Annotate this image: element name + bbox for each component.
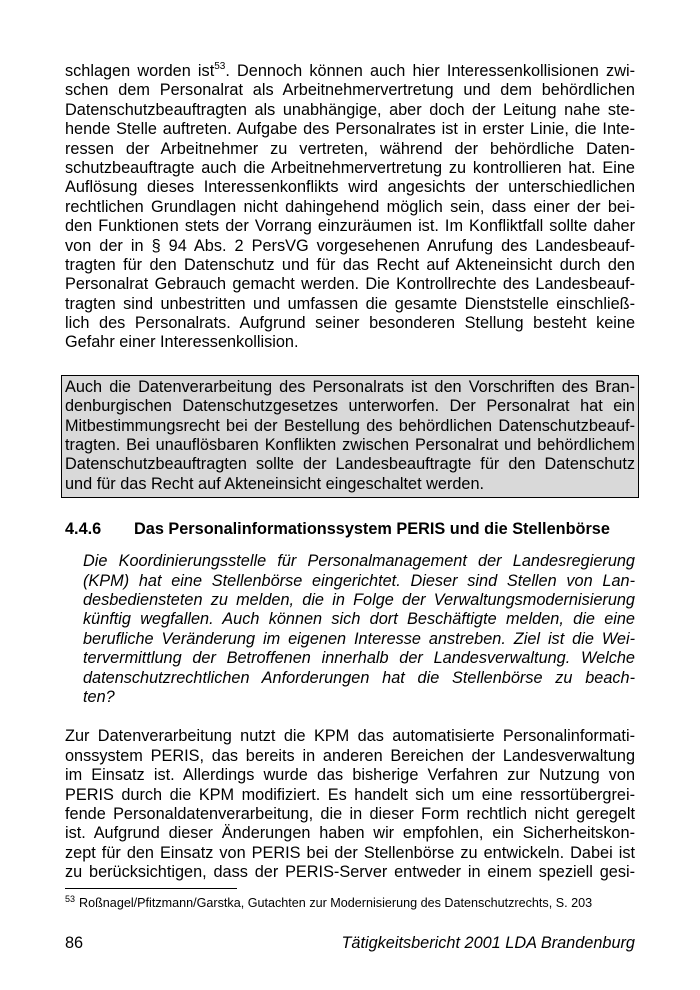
paragraph-lines <box>65 81 635 352</box>
text-line: Zur Datenverarbeitung nutzt die KPM das automatisierte Personalinformati- <box>65 727 635 746</box>
text-line: rechtlichen Grundlagen nicht dahingehend möglich sein, dass einer der bei- <box>65 197 635 216</box>
text-fragment: schlagen worden ist <box>65 62 215 80</box>
text-line: Personalrat Gebrauch gemacht werden. Die Kontrollrechte des Landesbeauf- <box>65 275 635 294</box>
text-line: PERIS durch die KPM modifiziert. Es handelt sich um eine ressortübergrei- <box>65 785 635 804</box>
highlight-box-lines <box>65 378 635 494</box>
footnote-text: Roßnagel/Pfitzmann/Garstka, Gutachten zur Modernisierung des Datenschutzrechts, S. 203 <box>79 896 593 910</box>
page-body <box>65 62 635 882</box>
text-line: Gefahr einer Interessenkollision. <box>65 333 299 352</box>
section-title: Das Personalinformationssystem PERIS und die Stellenbörse <box>134 520 610 539</box>
text-line: von der in § 94 Abs. 2 PersVG vorgesehenen Anrufung des Landesbeauf- <box>65 236 635 255</box>
text-line: Datenschutzbeauftragten sollte der Landesbeauftragte für den Datenschutz <box>65 455 635 474</box>
paragraph-line <box>65 62 635 81</box>
text-line: lich des Personalrats. Aufgrund seiner besonderen Stellung besteht keine <box>65 314 635 333</box>
text-line: tervermittlung der Betroffenen innerhalb der Landesverwaltung. Welche <box>83 649 635 668</box>
text-line: Auch die Datenverarbeitung des Personalrats ist den Vorschriften des Bran- <box>65 377 635 396</box>
text-line: Die Koordinierungsstelle für Personalmanagement der Landesregierung <box>83 552 635 571</box>
text-fragment: . Dennoch können auch hier Interessenkollisionen zwi- <box>225 62 635 80</box>
running-title: Tätigkeitsbericht 2001 LDA Brandenburg <box>341 934 635 952</box>
text-line: fende Personaldatenverarbeitung, die in dieser Form rechtlich nicht geregelt <box>65 804 635 823</box>
text-line: zu berücksichtigen, dass der PERIS-Server entweder in einem speziell gesi- <box>65 863 635 882</box>
text-line: den Funktionen stets der Vorrang einzuräumen ist. Im Konfliktfall sollte daher <box>65 217 635 236</box>
text-line: (KPM) hat eine Stellenbörse eingerichtet. Dieser sind Stellen von Lan- <box>83 571 635 590</box>
footnote-reference[interactable]: 53 <box>214 61 226 72</box>
text-line: tragten sind unbestritten und umfassen die gesamte Dienststelle einschließ- <box>65 294 635 313</box>
text-line: schen dem Personalrat als Arbeitnehmervertretung und dem behördlichen <box>65 81 635 100</box>
section-number: 4.4.6 <box>65 520 102 539</box>
text-line: tragten für den Datenschutz und für das Recht auf Akteneinsicht durch den <box>65 255 635 274</box>
footnote-divider <box>65 888 237 889</box>
text-line: berufliche Veränderung im eigenen Interesse anstreben. Ziel ist die Wei- <box>83 629 635 648</box>
text-line: zept für den Einsatz von PERIS bei der Stellenbörse zu entwickeln. Dabei ist <box>65 843 635 862</box>
highlight-box <box>61 375 639 498</box>
text-line: onssystem PERIS, das bereits in anderen Bereichen der Landesverwaltung <box>65 746 635 765</box>
text-line: im Einsatz ist. Allerdings wurde das bisherige Verfahren zur Nutzung von <box>65 766 635 785</box>
text-line: denburgischen Datenschutzgesetzes unterworfen. Der Personalrat hat ein <box>65 397 635 416</box>
footnote-number: 53 <box>65 894 76 904</box>
page-number: 86 <box>65 934 84 952</box>
text-line: künftig wegfallen. Auch können sich dort Beschäftigte melden, die eine <box>83 610 635 629</box>
text-line: ist. Aufgrund dieser Änderungen haben wir empfohlen, ein Sicherheitskon- <box>65 824 635 843</box>
footnote <box>65 894 592 910</box>
text-line: ressen der Arbeitnehmer zu vertreten, während der behördliche Daten- <box>65 139 635 158</box>
text-line: schutzbeauftragte auch die Arbeitnehmervertretung zu kontrollieren hat. Eine <box>65 158 635 177</box>
text-line: und für das Recht auf Akteneinsicht eingeschaltet werden. <box>65 474 485 493</box>
text-line: tragten. Bei unauflösbaren Konflikten zwischen Personalrat und behördlichem <box>65 436 635 455</box>
question-lines <box>83 552 635 707</box>
paragraph-peris <box>65 727 635 882</box>
text-line: Mitbestimmungsrecht bei der Bestellung des behördlichen Datenschutzbeauf- <box>65 416 635 435</box>
text-line: desbediensteten zu melden, die in Folge der Verwaltungsmodernisierung <box>83 590 635 609</box>
text-line: datenschutzrechtlichen Anforderungen hat die Stellenbörse zu beach- <box>83 668 635 687</box>
section-heading <box>65 518 635 540</box>
paragraph-personalrat <box>65 62 635 353</box>
paragraph-peris-lines <box>65 727 635 882</box>
text-line: Auflösung dieses Interessenkonflikts wird angesichts der unterschiedlichen <box>65 178 635 197</box>
text-line: Datenschutzbeauftragten als unabhängige, aber doch der Leitung nahe ste- <box>65 100 635 119</box>
text-line: ten? <box>83 687 115 706</box>
text-line: hende Stelle auftreten. Aufgabe des Personalrates ist in erster Linie, die Inte- <box>65 120 635 139</box>
section-question <box>83 552 635 707</box>
